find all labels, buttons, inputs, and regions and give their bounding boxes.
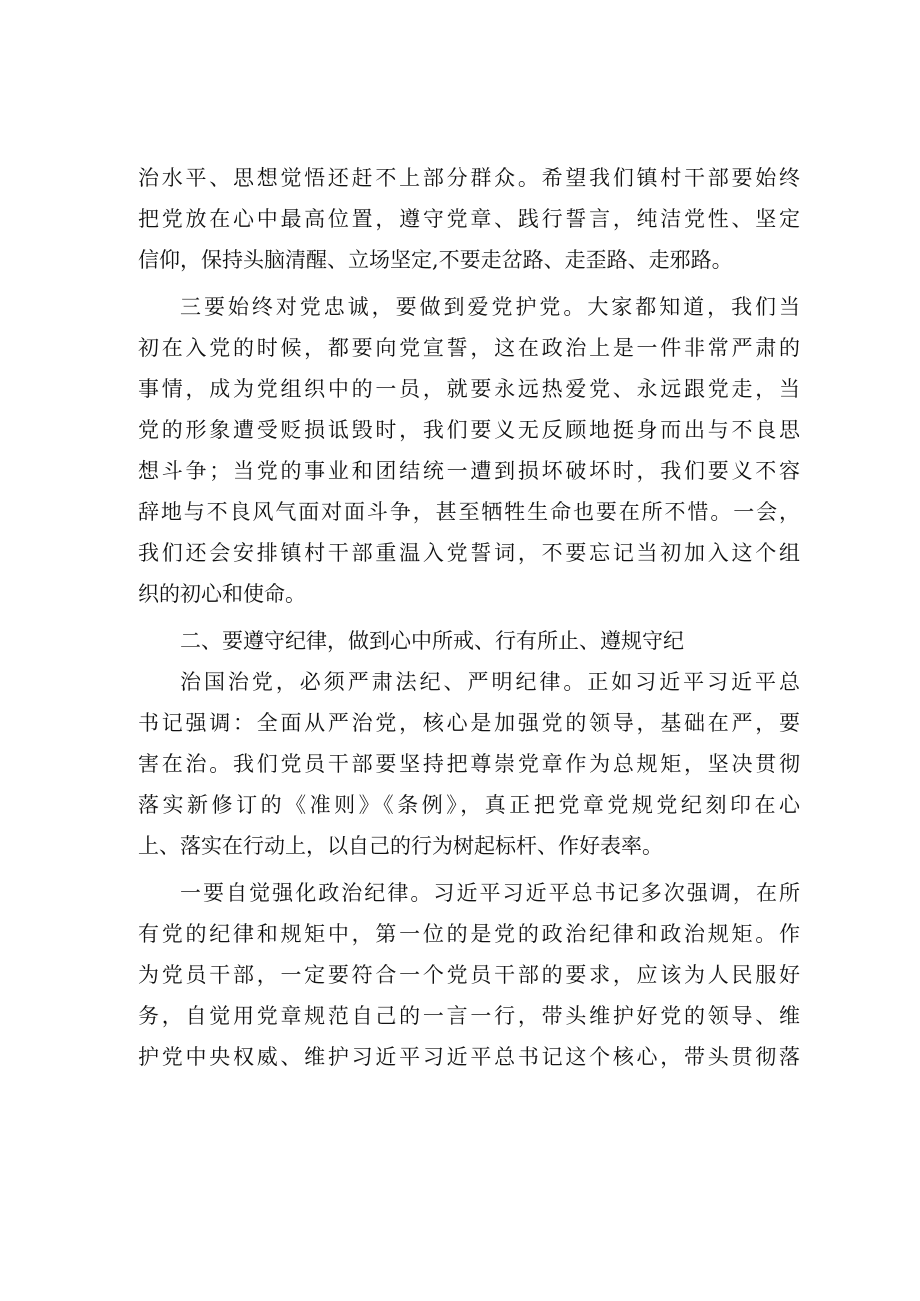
text-line: 治水平、思想觉悟还赶不上部分群众。希望我们镇村干部要始终 (138, 166, 800, 190)
text-line: 上、落实在行动上，以自己的行为树起标杆、作好表率。 (138, 834, 663, 858)
text-line: 想斗争；当党的事业和团结统一遭到损坏破坏时，我们要义不容 (138, 459, 800, 483)
text-line: 三要始终对党忠诚，要做到爱党护党。大家都知道，我们当 (180, 295, 800, 319)
text-line: 我们还会安排镇村干部重温入党誓词，不要忘记当初加入这个组 (138, 541, 800, 565)
text-line: 辞地与不良风气面对面斗争，甚至牺牲生命也要在所不惜。一会， (138, 500, 800, 524)
text-line: 害在治。我们党员干部要坚持把尊崇党章作为总规矩，坚决贯彻 (138, 752, 800, 776)
text-line: 一要自觉强化政治纪律。习近平习近平总书记多次强调，在所 (180, 881, 800, 905)
text-line: 护党中央权威、维护习近平习近平总书记这个核心，带头贯彻落 (138, 1045, 800, 1069)
text-line: 有党的纪律和规矩中，第一位的是党的政治纪律和政治规矩。作 (138, 922, 800, 946)
paragraph-continuation (138, 158, 800, 281)
text-line: 党的形象遭受贬损诋毁时，我们要义无反顾地挺身而出与不良思 (138, 418, 800, 442)
text-line: 初在入党的时候，都要向党宣誓，这在政治上是一件非常严肃的 (138, 336, 800, 360)
text-line: 书记强调：全面从严治党，核心是加强党的领导，基础在严，要 (138, 711, 800, 735)
text-line: 治国治党，必须严肃法纪、严明纪律。正如习近平习近平总 (180, 670, 800, 694)
section-heading: 二、要遵守纪律，做到心中所戒、行有所止、遵规守纪 (180, 629, 684, 653)
paragraph-discipline-intro (138, 662, 800, 867)
text-line: 落实新修订的《准则》《条例》，真正把党章党规党纪刻印在心 (138, 793, 800, 817)
text-line: 事情，成为党组织中的一员，就要永远热爱党、永远跟党走，当 (138, 377, 800, 401)
document-body (138, 158, 800, 1078)
text-line: 务，自觉用党章规范自己的一言一行，带头维护好党的领导、维 (138, 1004, 800, 1028)
text-line: 为党员干部，一定要符合一个党员干部的要求，应该为人民服好 (138, 963, 800, 987)
paragraph-loyalty (138, 287, 800, 615)
text-line: 织的初心和使命。 (138, 582, 306, 606)
text-line: 信仰，保持头脑清醒、立场坚定,不要走岔路、走歪路、走邪路。 (138, 248, 733, 272)
text-line: 把党放在心中最高位置，遵守党章、践行誓言，纯洁党性、坚定 (138, 207, 800, 231)
paragraph-political-discipline (138, 873, 800, 1078)
